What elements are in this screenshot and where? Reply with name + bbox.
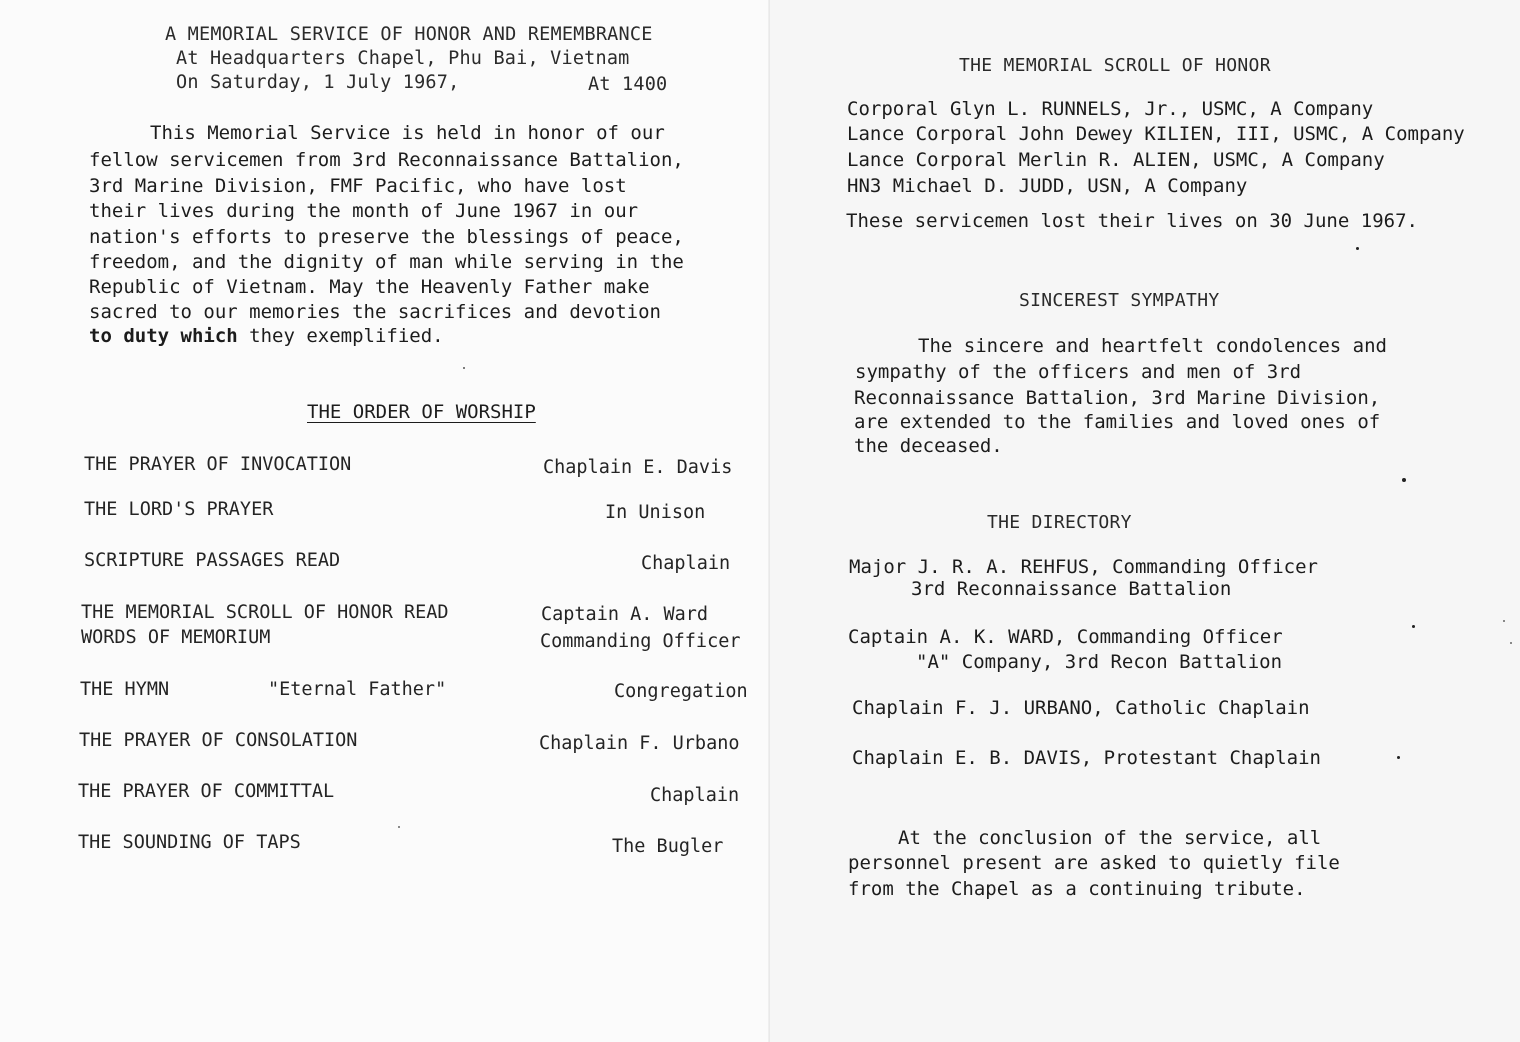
directory-unit: "A" Company, 3rd Recon Battalion bbox=[916, 651, 1283, 673]
order-item: THE LORD'S PRAYER bbox=[84, 499, 274, 520]
order-officiant: In Unison bbox=[605, 502, 706, 523]
order-item: THE PRAYER OF COMMITTAL bbox=[78, 781, 335, 802]
order-item: THE MEMORIAL SCROLL OF HONOR READ bbox=[81, 602, 449, 623]
directory-name: Chaplain F. J. URBANO, Catholic Chaplain bbox=[852, 697, 1310, 719]
intro-line: Republic of Vietnam. May the Heavenly Father make bbox=[89, 276, 650, 298]
paper-speck bbox=[1412, 625, 1415, 628]
closing-line: At the conclusion of the service, all bbox=[898, 827, 1322, 849]
paper-speck bbox=[1402, 478, 1406, 482]
directory-name: Chaplain E. B. DAVIS, Protestant Chaplain bbox=[852, 747, 1321, 769]
intro-line: their lives during the month of June 1967 in our bbox=[89, 200, 639, 222]
service-time: At 1400 bbox=[588, 74, 668, 95]
right-page bbox=[770, 0, 1520, 1042]
order-officiant: Congregation bbox=[614, 681, 748, 702]
directory-unit: 3rd Reconnaissance Battalion bbox=[911, 578, 1232, 600]
paper-speck bbox=[1510, 642, 1512, 644]
sympathy-line: the deceased. bbox=[854, 435, 1003, 457]
order-item: THE SOUNDING OF TAPS bbox=[78, 832, 301, 853]
service-title: A MEMORIAL SERVICE OF HONOR AND REMEMBRANCE bbox=[165, 24, 653, 45]
order-officiant: Chaplain bbox=[641, 553, 731, 574]
directory-title: THE DIRECTORY bbox=[987, 512, 1132, 533]
order-item: THE PRAYER OF INVOCATION bbox=[84, 454, 352, 475]
order-item: SCRIPTURE PASSAGES READ bbox=[84, 550, 341, 571]
order-officiant: Chaplain E. Davis bbox=[543, 457, 733, 478]
order-officiant: The Bugler bbox=[612, 836, 724, 857]
order-officiant: Captain A. Ward bbox=[541, 604, 709, 625]
intro-line: fellow servicemen from 3rd Reconnaissance Battalion, bbox=[89, 149, 684, 171]
paper-speck bbox=[463, 367, 465, 369]
directory-name: Captain A. K. WARD, Commanding Officer bbox=[848, 626, 1283, 648]
sympathy-title: SINCEREST SYMPATHY bbox=[1019, 290, 1220, 311]
order-officiant: Commanding Officer bbox=[540, 631, 741, 652]
paper-speck bbox=[1503, 620, 1505, 622]
honor-note: These servicemen lost their lives on 30 June 1967. bbox=[846, 210, 1418, 232]
intro-last-text: they exemplified. bbox=[237, 325, 444, 347]
honor-entry: Lance Corporal Merlin R. ALIEN, USMC, A Company bbox=[847, 149, 1385, 171]
honor-entry: Corporal Glyn L. RUNNELS, Jr., USMC, A Company bbox=[847, 98, 1374, 120]
honor-entry: Lance Corporal John Dewey KILIEN, III, USMC, A Company bbox=[847, 123, 1465, 145]
intro-line: freedom, and the dignity of man while serving in the bbox=[89, 251, 684, 273]
intro-line: nation's efforts to preserve the blessings of peace, bbox=[89, 226, 684, 248]
honor-entry: HN3 Michael D. JUDD, USN, A Company bbox=[847, 175, 1248, 197]
closing-line: from the Chapel as a continuing tribute. bbox=[848, 878, 1306, 900]
sympathy-line: are extended to the families and loved ones of bbox=[854, 411, 1381, 433]
intro-last-line bbox=[89, 324, 444, 349]
paper-speck bbox=[398, 826, 400, 828]
order-officiant: Chaplain bbox=[650, 785, 740, 806]
order-item: WORDS OF MEMORIUM bbox=[81, 627, 271, 648]
order-item: THE PRAYER OF CONSOLATION bbox=[79, 730, 358, 751]
paper-speck bbox=[1356, 247, 1359, 250]
hymn-title: "Eternal Father" bbox=[268, 679, 447, 700]
sympathy-line: sympathy of the officers and men of 3rd bbox=[855, 361, 1302, 383]
sympathy-line: Reconnaissance Battalion, 3rd Marine Division, bbox=[854, 387, 1381, 409]
order-item: THE HYMN bbox=[80, 679, 170, 700]
service-date: On Saturday, 1 July 1967, bbox=[176, 72, 460, 93]
intro-line: This Memorial Service is held in honor of our bbox=[150, 122, 665, 144]
service-location: At Headquarters Chapel, Phu Bai, Vietnam bbox=[176, 48, 630, 69]
scroll-of-honor-title: THE MEMORIAL SCROLL OF HONOR bbox=[959, 55, 1271, 76]
order-officiant: Chaplain F. Urbano bbox=[539, 733, 740, 754]
paper-speck bbox=[1397, 756, 1400, 759]
intro-line: sacred to our memories the sacrifices and devotion bbox=[89, 301, 661, 323]
closing-line: personnel present are asked to quietly file bbox=[848, 852, 1340, 874]
overstruck-text: to duty which bbox=[89, 325, 238, 347]
directory-name: Major J. R. A. REHFUS, Commanding Officer bbox=[849, 556, 1318, 578]
sympathy-line: The sincere and heartfelt condolences and bbox=[918, 335, 1387, 357]
intro-line: 3rd Marine Division, FMF Pacific, who have lost bbox=[89, 175, 627, 197]
order-of-worship-title: THE ORDER OF WORSHIP bbox=[307, 401, 536, 423]
